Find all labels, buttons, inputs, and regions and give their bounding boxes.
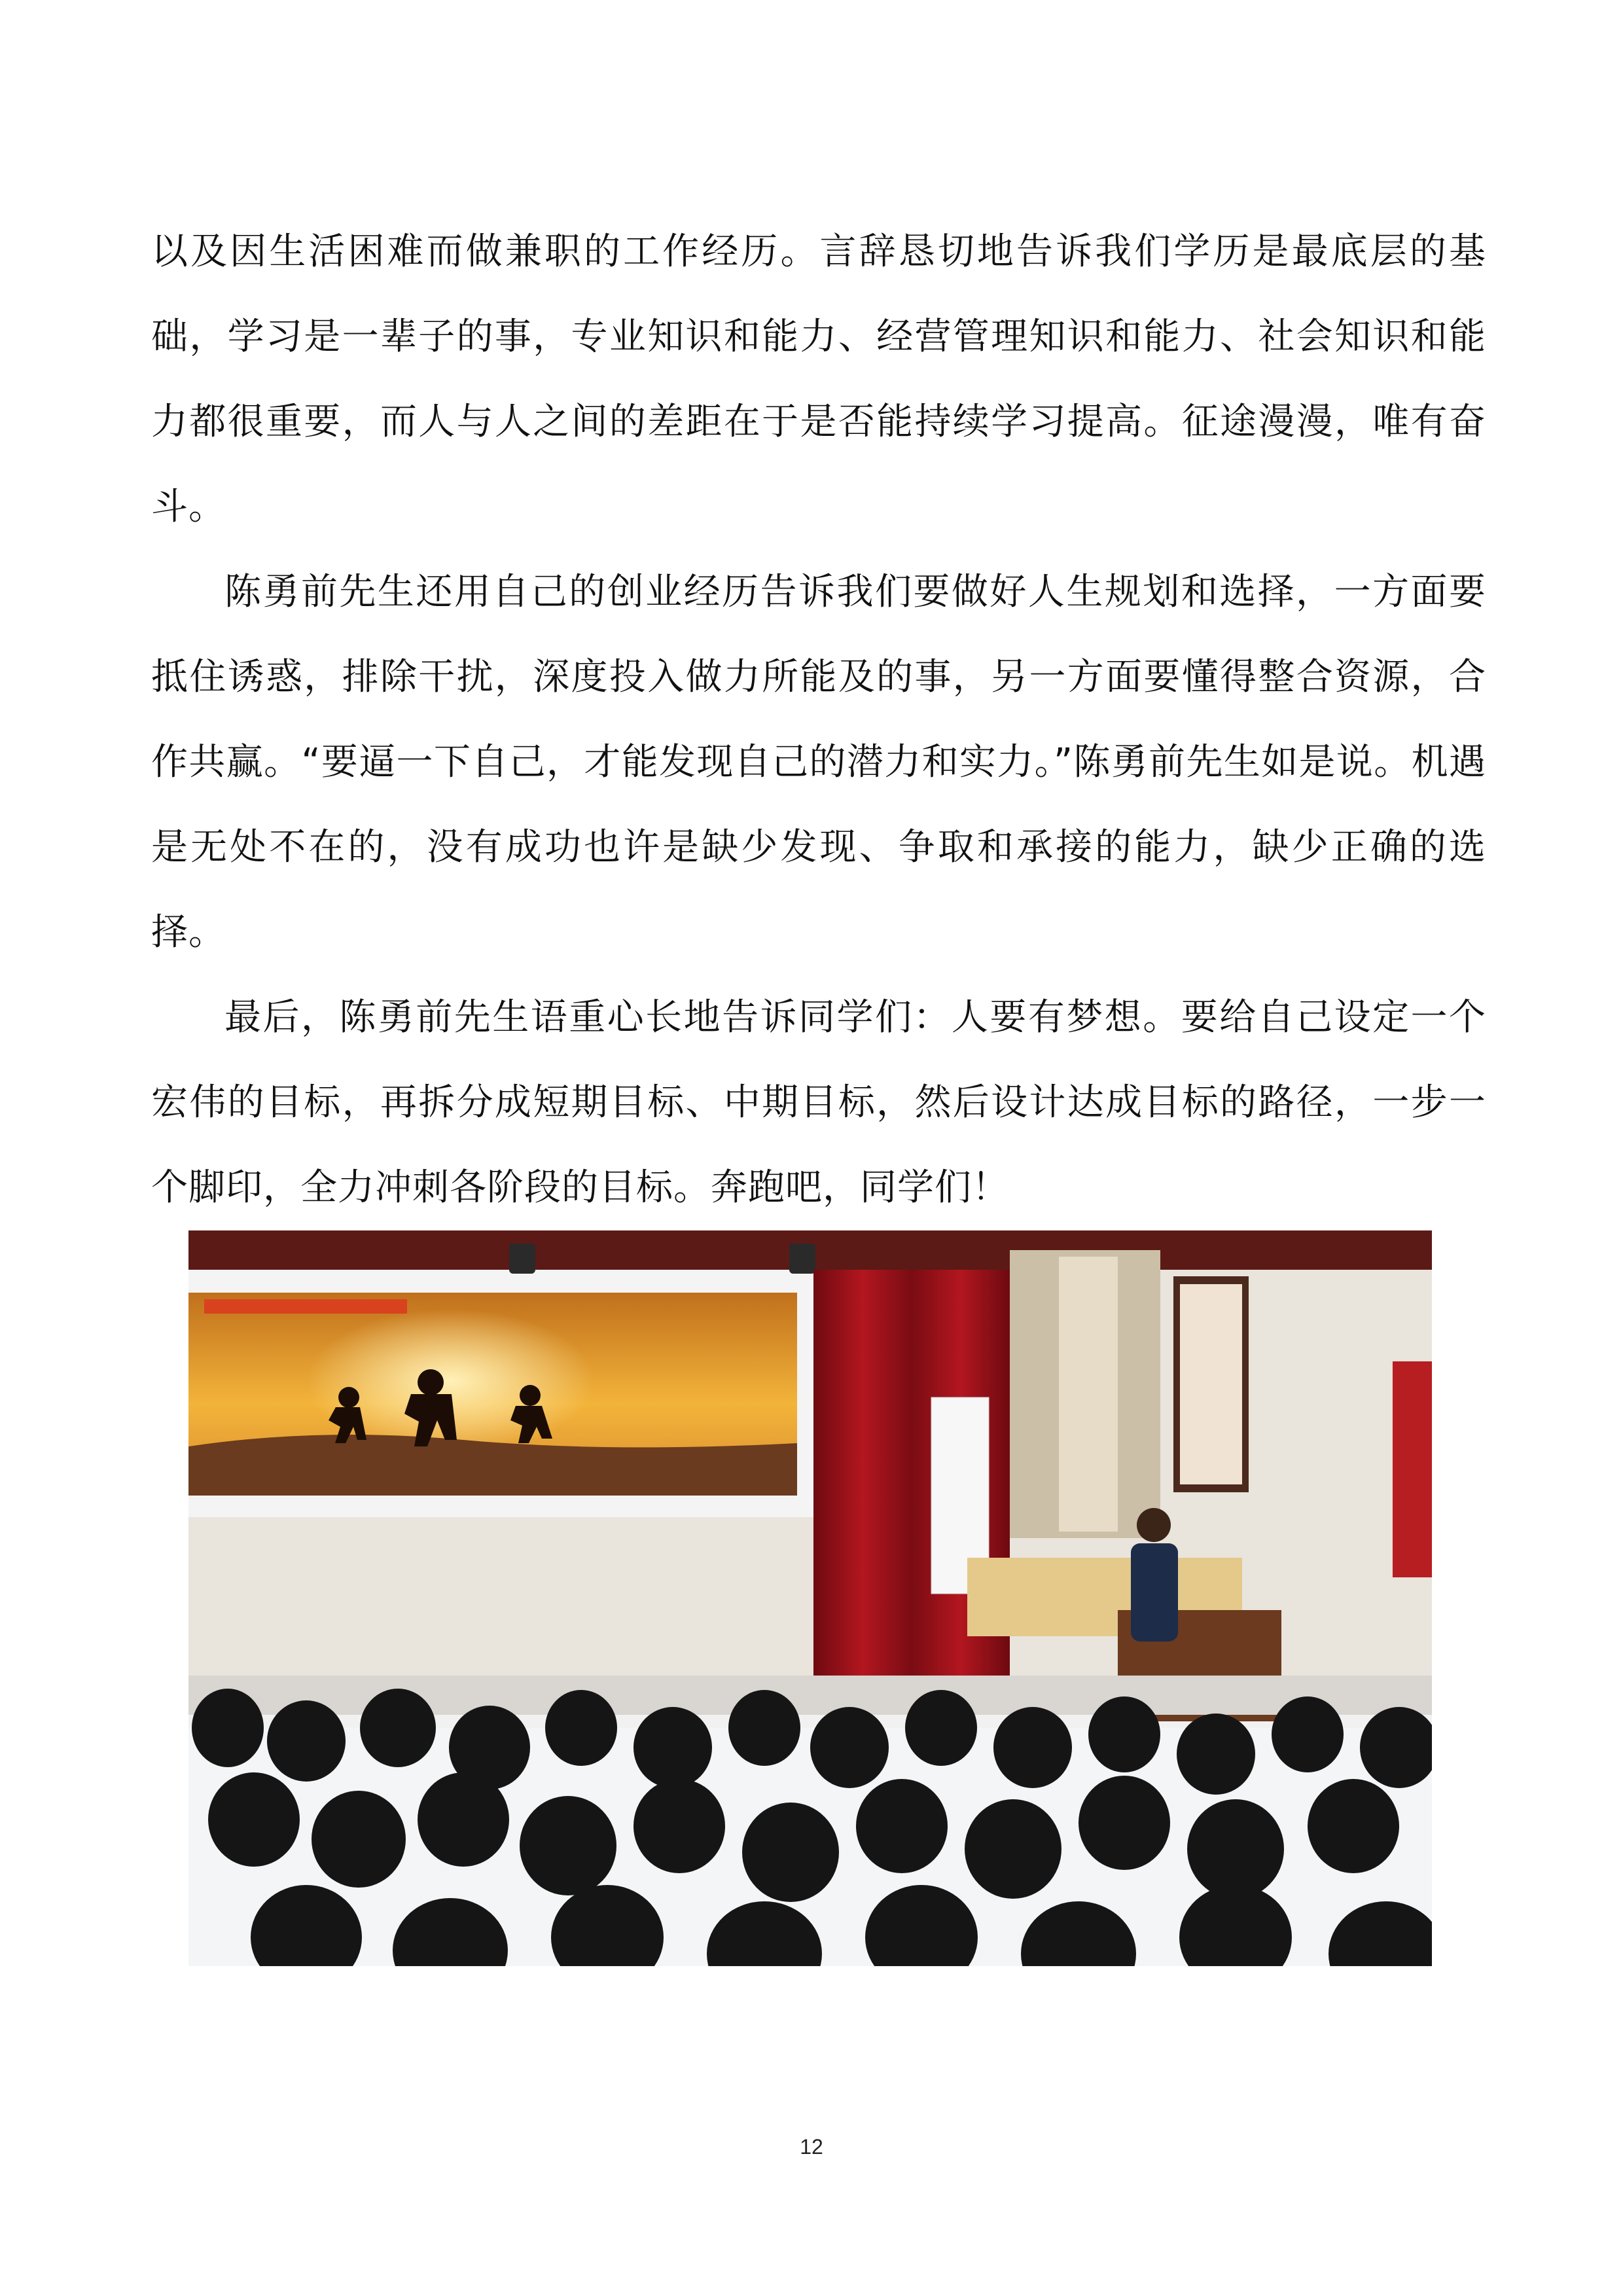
paragraph-1: 以及因生活困难而做兼职的工作经历。言辞恳切地告诉我们学历是最底层的基础，学习是一辈子的事，专业知识和能力、经营管理知识和能力、社会知识和能力都很重要，而人与人之间的差距在于是否能持续学习提高。征途漫漫，唯有奋斗。	[151, 230, 1486, 528]
lecture-photo	[188, 1230, 1432, 1966]
speaker-head	[1137, 1508, 1171, 1542]
speaker-body	[1131, 1543, 1178, 1641]
notice-board-panel	[1180, 1284, 1242, 1484]
article-body	[151, 209, 1486, 1230]
page-number: 12	[800, 2135, 823, 2159]
wall-poster	[1393, 1361, 1432, 1577]
window	[1059, 1257, 1118, 1532]
ceiling-camera	[789, 1244, 815, 1274]
ceiling-camera	[509, 1244, 535, 1274]
slide-heading-bar	[204, 1299, 407, 1314]
paragraph-3: 最后，陈勇前先生语重心长地告诉同学们：人要有梦想。要给自己设定一个宏伟的目标，再拆分成短期目标、中期目标，然后设计达成目标的路径，一步一个脚印，全力冲刺各阶段的目标。奔跑吧，同学们！	[151, 996, 1486, 1209]
lecture-photo-illustration	[188, 1230, 1432, 1966]
paragraph-2: 陈勇前先生还用自己的创业经历告诉我们要做好人生规划和选择，一方面要抵住诱惑，排除干扰，深度投入做力所能及的事，另一方面要懂得整合资源，合作共赢。“要逼一下自己，才能发现自己的潜力和实力。”陈勇前先生如是说。机遇是无处不在的，没有成功也许是缺少发现、争取和承接的能力，缺少正确的选择。	[151, 571, 1486, 954]
